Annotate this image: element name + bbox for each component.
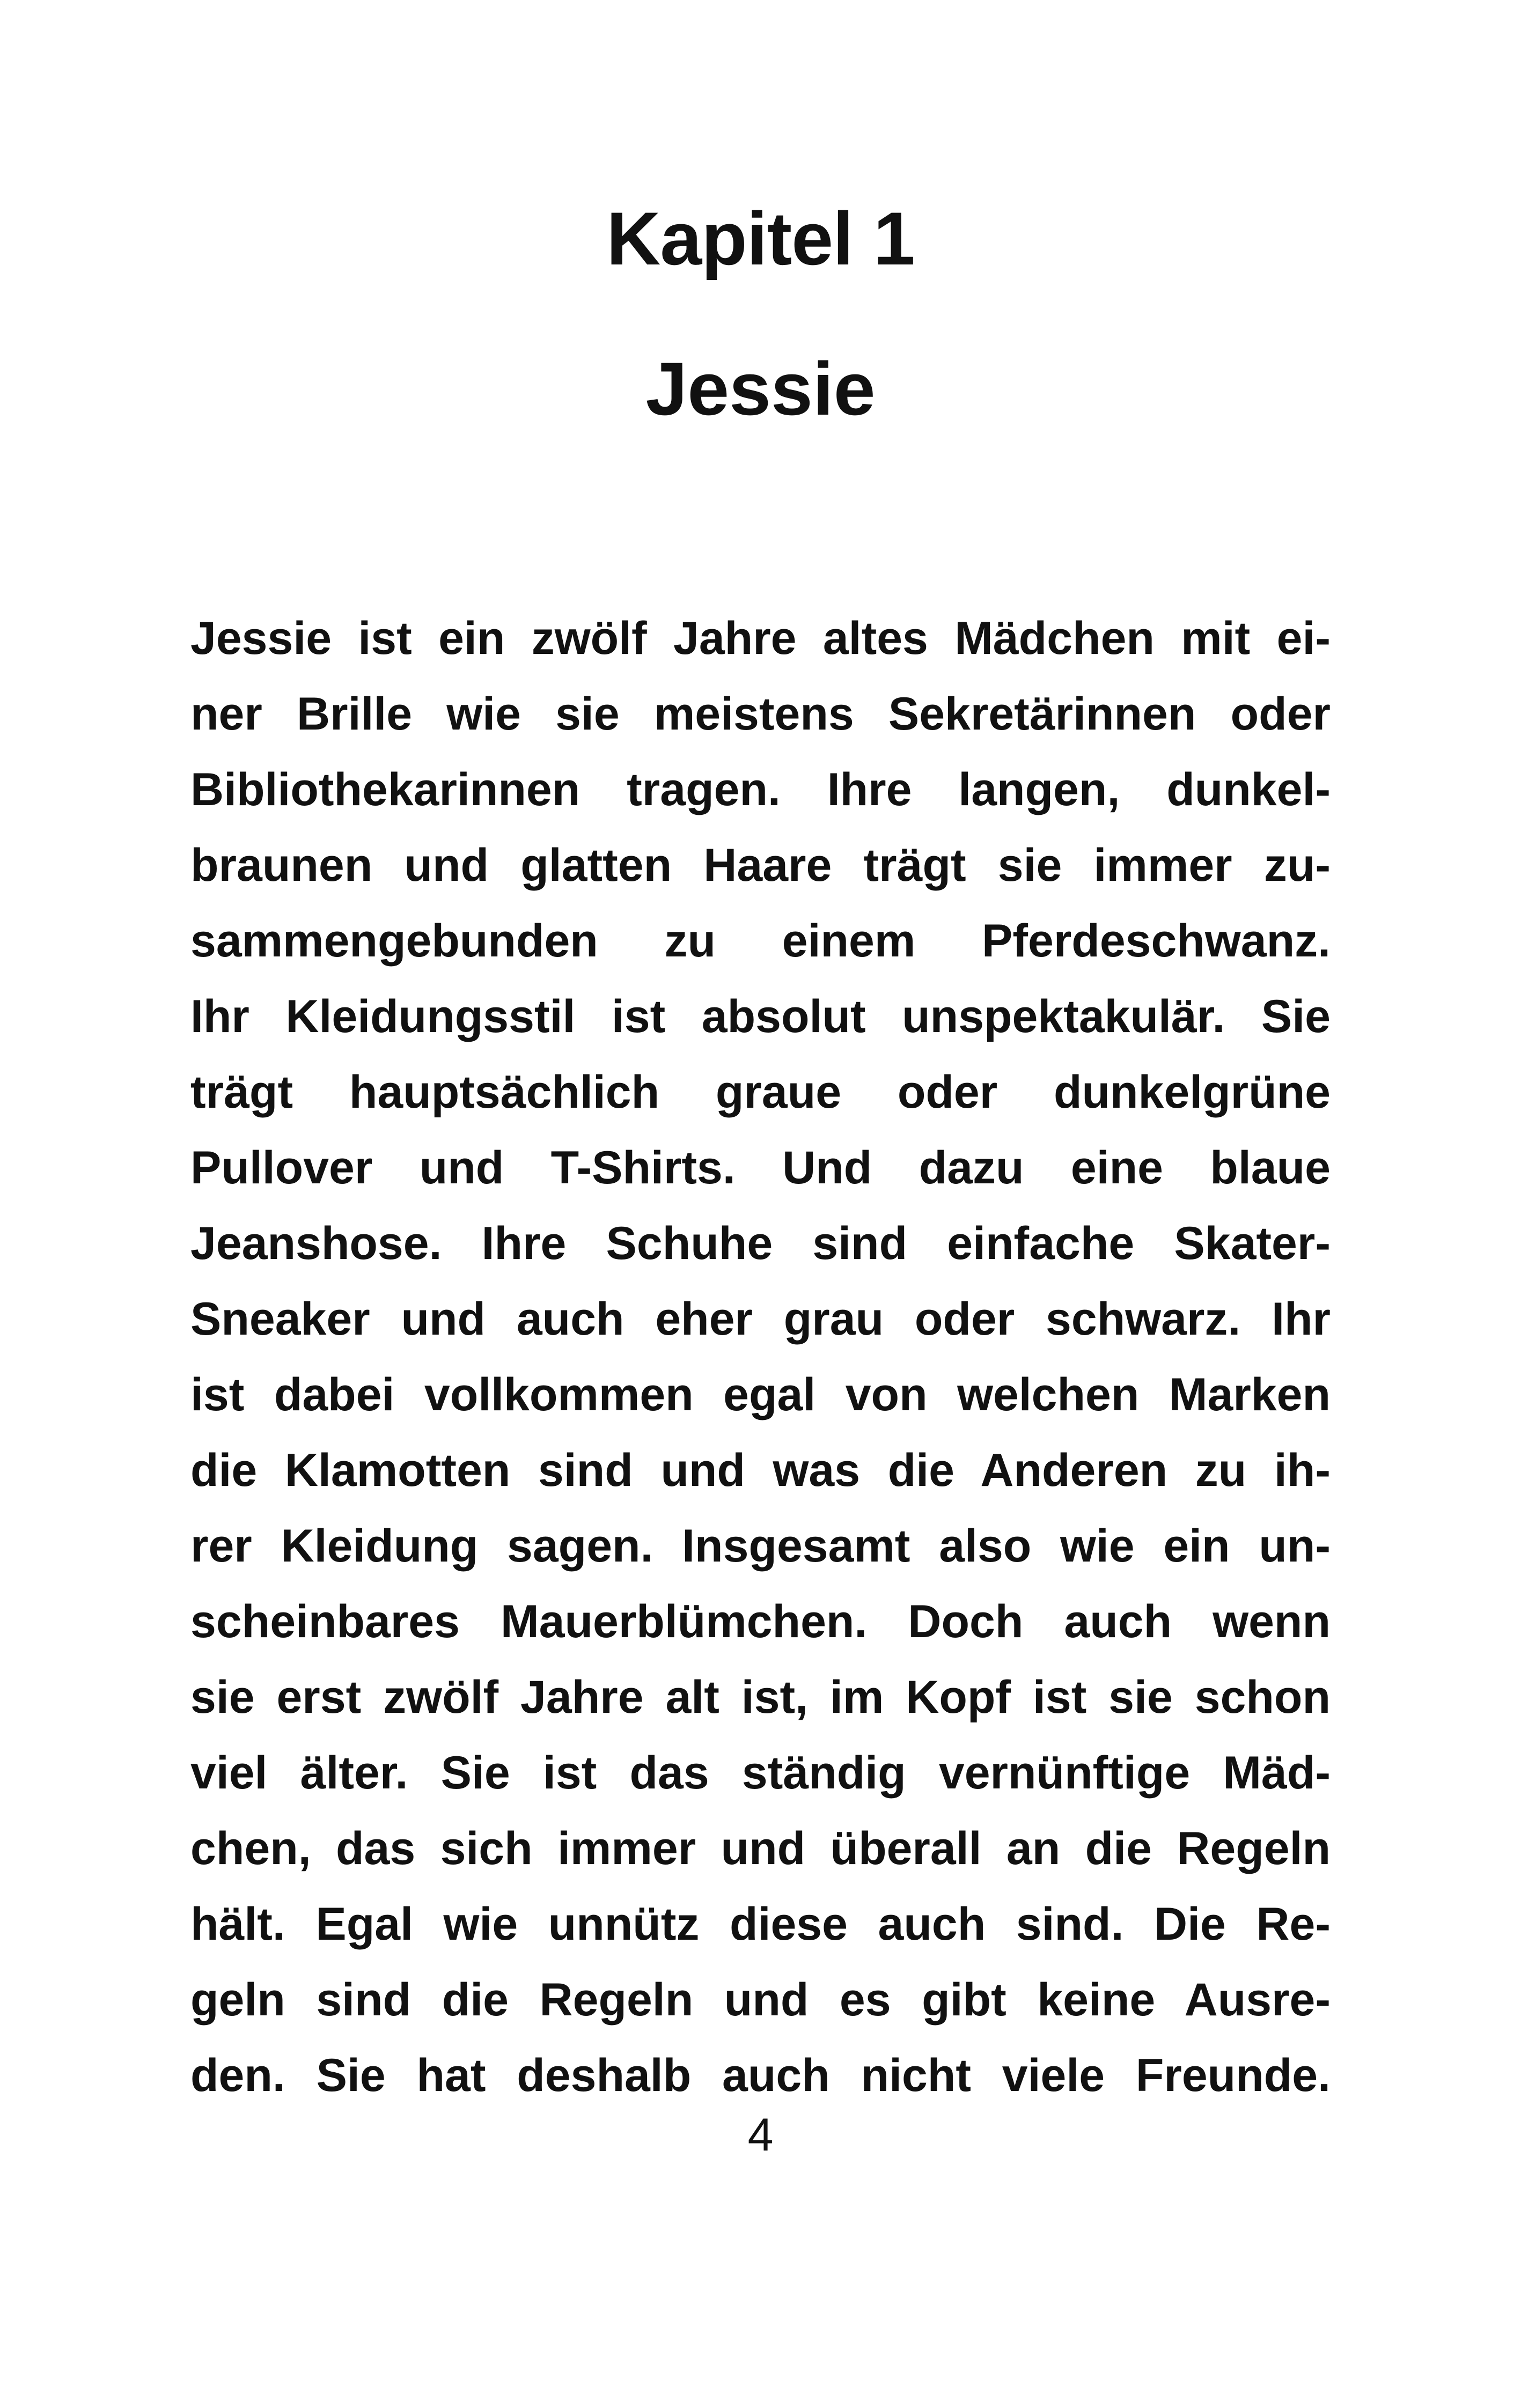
chapter-title-heading: Jessie <box>645 347 876 431</box>
text-line: Jessie ist ein zwölf Jahre altes Mädchen mit ei- <box>190 613 1331 664</box>
text-line: geln sind die Regeln und es gibt keine Ausre- <box>190 1974 1331 2026</box>
text-line: den. Sie hat deshalb auch nicht viele Freunde. <box>190 2050 1331 2101</box>
text-line: viel älter. Sie ist das ständig vernünftige Mäd- <box>190 1747 1331 1799</box>
chapter-number-heading: Kapitel 1 <box>606 196 915 281</box>
text-line: trägt hauptsächlich graue oder dunkelgrüne <box>190 1066 1331 1118</box>
text-line: Ihr Kleidungsstil ist absolut unspektakulär. Sie <box>190 991 1331 1042</box>
text-line: chen, das sich immer und überall an die Regeln <box>190 1823 1331 1874</box>
text-line: sammengebunden zu einem Pferdeschwanz. <box>190 915 1331 967</box>
text-line: hält. Egal wie unnütz diese auch sind. Die Re- <box>190 1898 1331 1950</box>
text-line: ist dabei vollkommen egal von welchen Marken <box>190 1369 1331 1420</box>
text-line: rer Kleidung sagen. Insgesamt also wie ein un- <box>190 1520 1331 1572</box>
chapter-body-text <box>190 601 1331 2114</box>
text-line: braunen und glatten Haare trägt sie immer zu- <box>190 840 1331 891</box>
text-line: Jeanshose. Ihre Schuhe sind einfache Skater- <box>190 1218 1331 1269</box>
text-line: Bibliothekarinnen tragen. Ihre langen, dunkel- <box>190 764 1331 815</box>
text-line: Pullover und T-Shirts. Und dazu eine blaue <box>190 1142 1331 1194</box>
page-number: 4 <box>747 2109 774 2161</box>
text-line: Sneaker und auch eher grau oder schwarz. Ihr <box>190 1293 1331 1345</box>
text-line: scheinbares Mauerblümchen. Doch auch wenn <box>190 1596 1331 1647</box>
text-line: die Klamotten sind und was die Anderen zu ih- <box>190 1445 1331 1496</box>
text-line: ner Brille wie sie meistens Sekretärinnen oder <box>190 688 1331 740</box>
text-line: sie erst zwölf Jahre alt ist, im Kopf ist sie schon <box>190 1671 1331 1723</box>
